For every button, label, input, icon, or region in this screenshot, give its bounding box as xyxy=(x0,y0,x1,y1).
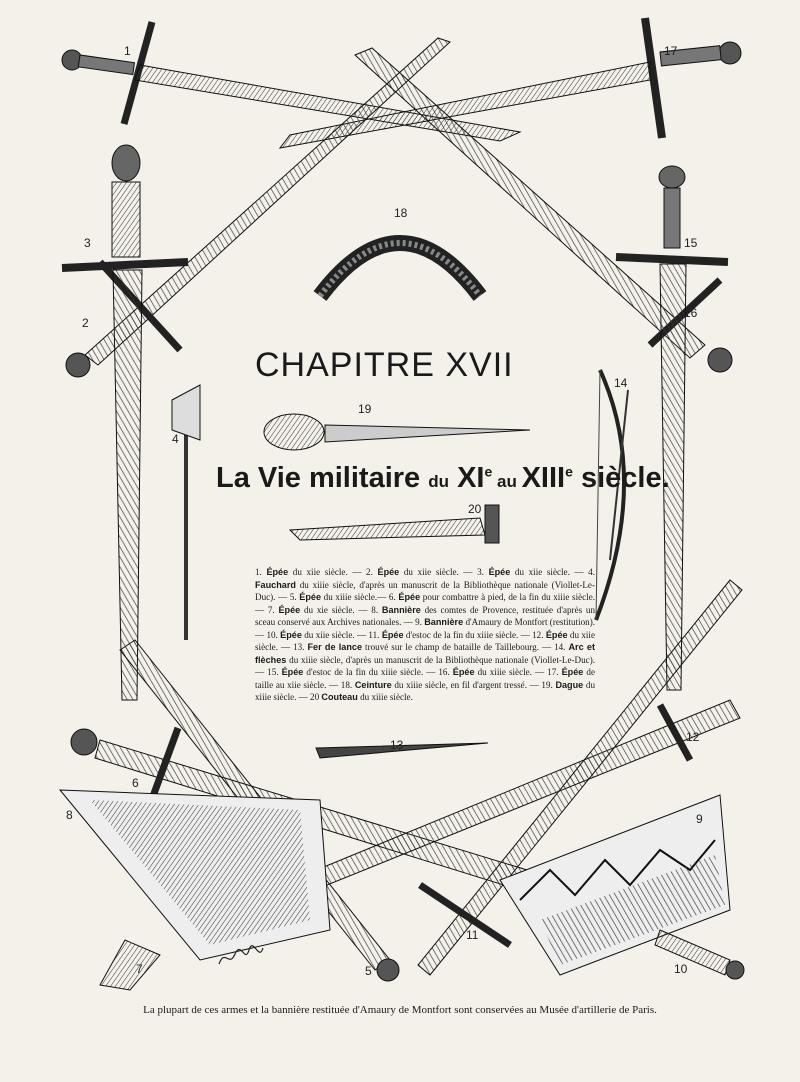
figure-number-3: 3 xyxy=(84,236,91,250)
legend-term: Bannière xyxy=(381,604,421,615)
legend-text: du xiie siècle. — 3. xyxy=(399,567,489,577)
legend-text: trouvé sur le champ de bataille de Taillebourg. — 14. xyxy=(362,642,569,652)
legend-text: du xiiie siècle, en fil d'argent tressé. — 19. xyxy=(391,679,556,690)
legend-term: Épée xyxy=(381,629,404,640)
figure-number-13: 13 xyxy=(390,738,404,752)
subtitle-xi: XI xyxy=(449,462,485,494)
figure-number-2: 2 xyxy=(82,316,89,330)
subtitle-du: du xyxy=(428,472,450,491)
legend-text: des comtes de Provence, restituée d'après un sceau conservé aux Archives nationales. — 9. xyxy=(255,604,596,627)
figure-number-14: 14 xyxy=(614,376,628,390)
artist-signature xyxy=(215,944,265,970)
legend-term: Ceinture xyxy=(354,679,392,690)
figure-number-12: 12 xyxy=(686,730,700,744)
legend-term: Épée xyxy=(281,667,304,677)
subtitle-xiii: XIII xyxy=(521,462,566,494)
sword-7-illustration xyxy=(100,940,160,990)
legend-term: Épée xyxy=(488,567,511,577)
legend-text: d'estoc de la fin du xiiie siècle. — 12. xyxy=(403,629,546,640)
sword-3-illustration xyxy=(62,145,188,700)
legend-term: Épée xyxy=(266,567,289,577)
legend-text: du xiiie siècle, d'après un manuscrit de la Bibliothèque nationale (Viollet-Le-Duc). — 15. xyxy=(255,654,595,677)
figure-number-5: 5 xyxy=(365,964,372,978)
figure-number-4: 4 xyxy=(172,432,179,446)
legend-term: Épée xyxy=(561,667,584,677)
legend-term: Dague xyxy=(555,679,584,690)
dagger-19-illustration xyxy=(264,414,530,450)
bow-14-illustration xyxy=(596,370,628,620)
chapter-subtitle xyxy=(216,462,670,495)
figure-number-17: 17 xyxy=(664,44,678,58)
legend-term: Couteau xyxy=(321,692,358,702)
belt-18-illustration xyxy=(320,243,480,296)
banner-8-illustration xyxy=(60,790,330,960)
legend-text: du xiie siècle. — 4. xyxy=(510,567,595,577)
figure-number-16: 16 xyxy=(684,306,698,320)
subtitle-sup1: e xyxy=(484,463,493,480)
legend-text: d'estoc de la fin du xiiie siècle. — 16. xyxy=(303,667,453,677)
legend-term: Épée xyxy=(278,604,301,615)
sword-10-illustration xyxy=(655,930,744,979)
legend-term: Fauchard xyxy=(255,579,296,590)
chapter-title: CHAPITRE XVII xyxy=(255,346,514,384)
legend-text: du xiiie siècle. — 20 xyxy=(255,679,595,702)
legend-text: du xiie siècle. — 2. xyxy=(288,567,378,577)
subtitle-siecle: siècle. xyxy=(572,462,670,494)
legend-text: pour combattre à pied, de la fin du xiiie siècle. — 7. xyxy=(255,592,596,615)
legend-text: du xiiie siècle.— 6. xyxy=(321,592,399,602)
legend-text: du xiie siècle. — 13. xyxy=(255,629,595,652)
legend-term: Épée xyxy=(452,667,475,677)
figure-number-19: 19 xyxy=(358,402,372,416)
fauchard-4-illustration xyxy=(172,385,200,640)
figure-number-8: 8 xyxy=(66,808,73,822)
legend-text: 1. xyxy=(255,567,267,577)
legend-text: d'Amaury de Montfort (restitution). — 10. xyxy=(255,617,595,640)
legend-term: Épée xyxy=(545,629,568,640)
figure-number-1: 1 xyxy=(124,44,131,58)
figure-number-9: 9 xyxy=(696,812,703,826)
figure-number-6: 6 xyxy=(132,776,139,790)
subtitle-au: au xyxy=(492,472,522,491)
legend-text: du xie siècle. — 8. xyxy=(300,604,382,615)
subtitle-sup2: e xyxy=(565,463,573,480)
legend-text: du xiiie siècle. xyxy=(357,692,413,702)
figure-legend xyxy=(255,566,595,704)
figure-number-7: 7 xyxy=(136,962,143,976)
figure-number-10: 10 xyxy=(674,962,688,976)
figure-number-18: 18 xyxy=(394,206,408,220)
legend-term: Bannière xyxy=(424,617,464,627)
legend-term: Épée xyxy=(377,567,400,577)
plate-caption: La plupart de ces armes et la bannière restituée d'Amaury de Montfort sont conservées au Musée d'artillerie de Paris. xyxy=(143,1004,657,1016)
legend-text: du xiiie siècle. — 17. xyxy=(474,667,562,677)
legend-term: Arc et flèches xyxy=(255,642,596,665)
legend-text: du xiie siècle. — 11. xyxy=(301,629,382,640)
legend-term: Épée xyxy=(280,629,302,640)
legend-term: Fer de lance xyxy=(307,642,363,652)
figure-number-11: 11 xyxy=(466,928,479,942)
figure-number-15: 15 xyxy=(684,236,698,250)
figure-number-20: 20 xyxy=(468,502,482,516)
subtitle-part1: La Vie militaire xyxy=(216,462,429,494)
legend-text: de taille au xiie siècle. — 18. xyxy=(255,667,596,690)
legend-text: du xiiie siècle, d'après un manuscrit de la Bibliothèque nationale (Viollet-Le-Duc). — 5. xyxy=(255,579,595,602)
legend-term: Épée xyxy=(398,592,421,602)
legend-term: Épée xyxy=(299,592,322,602)
